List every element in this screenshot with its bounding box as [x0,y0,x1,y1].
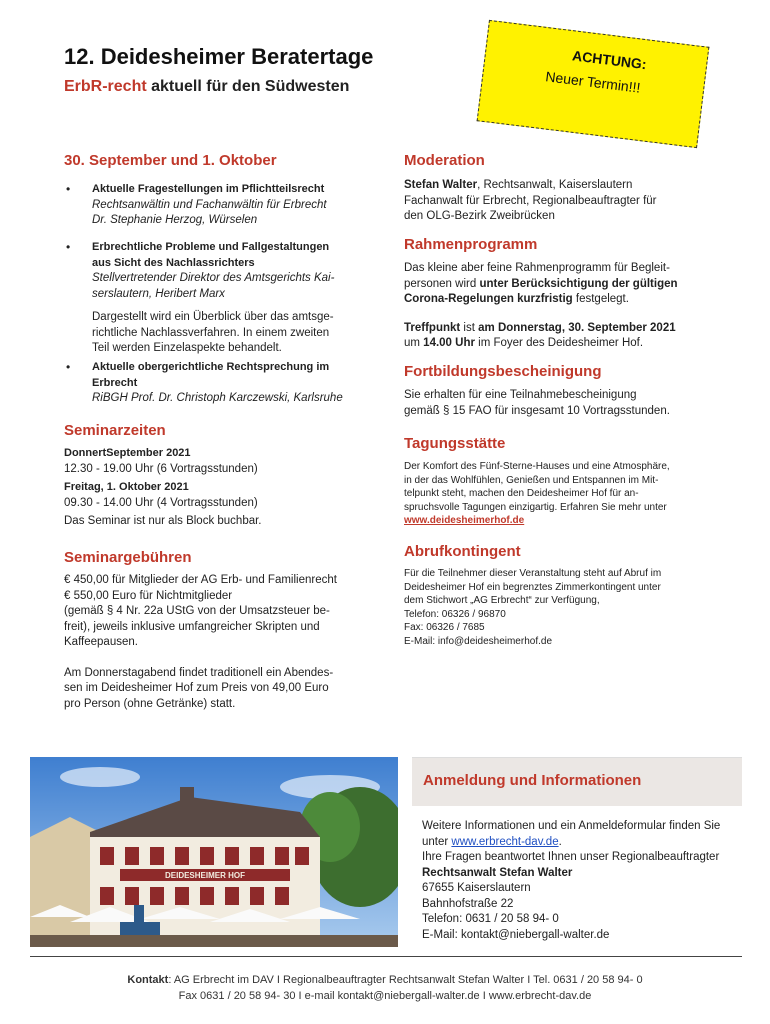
tagung-block [404,460,704,528]
abruf-fax: Fax: 06326 / 7685 [404,622,485,633]
program-item [66,240,382,357]
tagung-line: in der das Wohlfühlen, Genießen und Entspannen im Mit- [404,474,659,486]
subtitle-highlight: ErbR-recht [64,78,147,95]
fortbildung-heading: Fortbildungsbescheinigung [404,363,602,380]
abruf-email: E-Mail: info@deidesheimerhof.de [404,635,553,647]
footer-divider [30,956,742,957]
fee-line: freit), jeweils inklusive umfangreicher Skripten und [64,620,320,633]
anmeldung-line: Weitere Informationen und ein Anmeldeformular finden Sie [422,820,721,832]
meeting-text: ist [460,321,479,334]
meeting-text: um [404,337,424,349]
moderation-heading: Moderation [404,152,485,169]
footer-line-2: Fax 0631 / 20 58 94- 30 I e-mail kontakt@niebergall-walter.de I www.erbrecht-dav.de [178,990,592,1002]
anmeldung-block [422,819,752,943]
abruf-heading: Abrufkontingent [404,543,521,560]
program-item-speaker-role: Stellvertretender Direktor des Amtsgerichts Kai- [92,272,335,284]
program-item-title: Aktuelle obergerichtliche Rechtsprechung im [92,361,330,373]
contact-email: E-Mail: kontakt@niebergall-walter.de [422,928,610,941]
anmeldung-line: Ihre Fragen beantwortet Ihnen unser Regionalbeauftragter [422,851,720,863]
program-item-speaker-role: Rechtsanwältin und Fachanwältin für Erbrecht [92,198,327,211]
program-item-description: Dargestellt wird ein Überblick über das amtsge- [92,311,334,323]
program-item-speaker: serslautern, Heribert Marx [92,287,225,300]
rahmen-text: personen wird [404,277,480,290]
day-label: DonnertSeptember 2021 [64,447,191,459]
meeting-time: 14.00 Uhr [423,337,475,349]
abruf-line: Deidesheimer Hof ein begrenztes Zimmerkontingent unter [404,581,661,593]
moderator-role: den OLG-Bezirk Zweibrücken [404,210,555,222]
program-item-title: Aktuelle Fragestellungen im Pflichtteilsrecht [92,183,325,195]
fortbildung-line: gemäß § 15 FAO für insgesamt 10 Vortragsstunden. [404,404,670,417]
contact-phone: Telefon: 0631 / 20 58 94- 0 [422,913,559,925]
rahmen-line: Das kleine aber feine Rahmenprogramm für Begleit- [404,262,670,274]
subtitle-rest: aktuell für den Südwesten [146,78,350,95]
gebuehren-block [64,573,394,712]
footer-line-1 [0,974,770,986]
program-heading: 30. September und 1. Oktober [64,152,277,169]
contact-city: 67655 Kaiserslautern [422,882,531,894]
bullet-icon: • [66,240,71,254]
footer-text: : AG Erbrecht im DAV I Regionalbeauftragter Rechtsanwalt Stefan Walter I Tel. 0631 / 20 58 94- 0 [168,974,643,986]
anmeldung-heading: Anmeldung und Informationen [423,772,642,789]
notice-sticker [477,20,710,148]
moderator-name: Stefan Walter [404,179,478,191]
meeting-label: Treffpunkt [404,321,461,334]
abruf-line: Für die Teilnehmer dieser Veranstaltung steht auf Abruf im [404,568,662,579]
moderator-role: Fachanwalt für Erbrecht, Regionalbeauftragter für [404,194,657,207]
program-item-description: Teil werden Einzelaspekte behandelt. [92,342,282,354]
rahmen-text: festgelegt. [572,293,629,305]
seminarzeiten-block [64,446,384,530]
erbrecht-dav-link[interactable]: www.erbrecht-dav.de [451,835,559,848]
dinner-line: sen im Deidesheimer Hof zum Preis von 49,00 Euro [64,682,329,694]
page-subtitle [64,78,349,96]
hotel-photo-illustration [30,757,398,947]
tagung-line: Der Komfort des Fünf-Sterne-Hauses und eine Atmosphäre, [404,461,670,472]
dinner-line: Am Donnerstagabend findet traditionell ein Abendes- [64,666,334,679]
day-time: 09.30 - 14.00 Uhr (4 Vortragsstunden) [64,496,258,509]
dinner-line: pro Person (ohne Getränke) statt. [64,697,236,710]
moderation-block [404,178,704,225]
rahmen-block [404,261,704,352]
meeting-date: am Donnerstag, 30. September 2021 [478,321,676,334]
bullet-icon: • [66,182,71,196]
anmeldung-banner [412,757,742,806]
hotel-sign: DEIDESHEIMER HOF [164,871,246,880]
tagung-line: telpunkt steht, machen den Deidesheimer Hof für an- [404,488,639,499]
program-item-title: aus Sicht des Nachlassrichters [92,256,255,269]
abruf-block [404,567,704,648]
moderator-role: , Rechtsanwalt, Kaiserslautern [477,179,633,191]
rahmen-highlight: Corona-Regelungen kurzfristig [404,293,573,305]
anmeldung-text: . [558,835,562,848]
seminar-note: Das Seminar ist nur als Block buchbar. [64,515,262,527]
tagung-line: spruchsvolle Tagungen einzigartig. Erfahren Sie mehr unter [404,501,667,513]
program-item [66,182,382,229]
footer-label: Kontakt [127,974,169,986]
program-item-speaker: RiBGH Prof. Dr. Christoph Karczewski, Karlsruhe [92,392,343,404]
notice-text: Neuer Termin!!! [544,68,642,96]
gebuehren-heading: Seminargebühren [64,549,192,566]
day-label: Freitag, 1. Oktober 2021 [64,481,189,493]
program-item-title: Erbrecht [92,376,138,389]
fee-line: Kaffeepausen. [64,636,138,648]
fortbildung-line: Sie erhalten für eine Teilnahmebescheinigung [404,389,637,401]
notice-heading: ACHTUNG: [571,47,648,73]
fortbildung-block [404,388,704,419]
anmeldung-text: unter [422,835,452,848]
meeting-text: im Foyer des Deidesheimer Hof. [474,337,644,349]
bullet-icon: • [66,360,71,374]
seminarzeiten-heading: Seminarzeiten [64,422,166,439]
abruf-line: dem Stichwort „AG Erbrecht“ zur Verfügung, [404,595,600,606]
contact-name: Rechtsanwalt Stefan Walter [422,866,573,879]
abruf-phone: Telefon: 06326 / 96870 [404,608,506,620]
rahmen-highlight: unter Berücksichtigung der gültigen [479,277,678,290]
fee-line: € 450,00 für Mitglieder der AG Erb- und Familienrecht [64,574,337,586]
program-item-title: Erbrechtliche Probleme und Fallgestaltungen [92,241,330,253]
page-title: 12. Deidesheimer Beratertage [64,44,374,69]
hotel-photo [30,757,398,947]
hotel-website-link[interactable]: www.deidesheimerhof.de [404,515,525,526]
program-item-speaker: Dr. Stephanie Herzog, Würselen [92,214,258,226]
tagung-heading: Tagungsstätte [404,435,506,452]
program-item-description: richtliche Nachlassverfahren. In einem zweiten [92,326,330,339]
fee-line: € 550,00 Euro für Nichtmitglieder [64,589,233,602]
day-time: 12.30 - 19.00 Uhr (6 Vortragsstunden) [64,462,258,475]
rahmen-heading: Rahmenprogramm [404,236,538,253]
fee-line: (gemäß § 4 Nr. 22a UStG von der Umsatzsteuer be- [64,605,330,617]
program-item [66,360,382,407]
contact-street: Bahnhofstraße 22 [422,897,514,910]
